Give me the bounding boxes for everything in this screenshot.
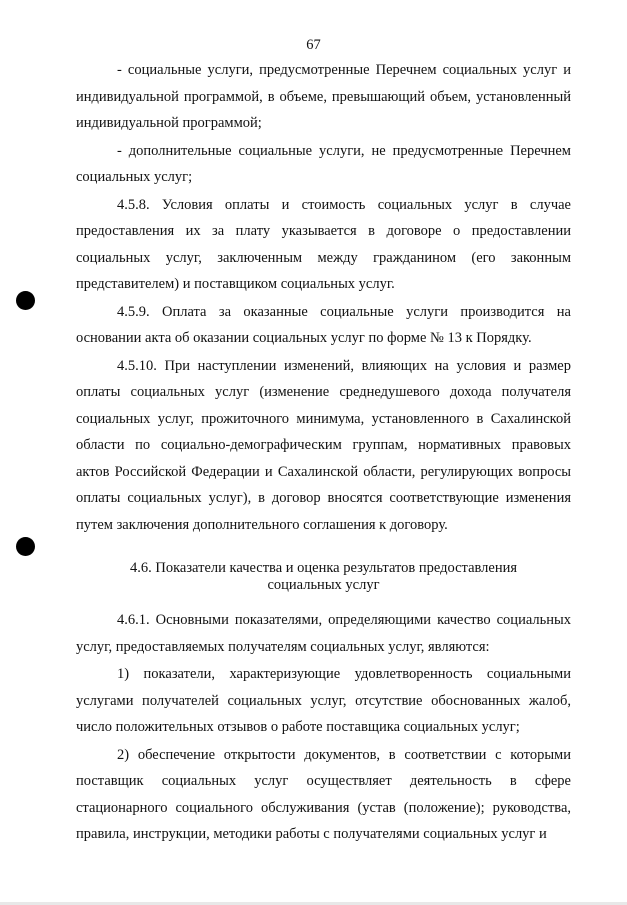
section-heading-line: социальных услуг xyxy=(267,576,380,593)
punch-hole-mark xyxy=(16,291,35,310)
clause-paragraph: 4.5.9. Оплата за оказанные социальные услуги производится на основании акта об оказании социальных услуг по форме № 13 к Порядку. xyxy=(76,303,571,346)
section-heading xyxy=(76,560,571,593)
list-item-bullet: - социальные услуги, предусмотренные Перечнем социальных услуг и индивидуальной программой, в объеме, превышающий объем, установленный индивидуальной программой; xyxy=(76,62,571,131)
document-body xyxy=(76,57,571,848)
clause-paragraph: 4.5.10. При наступлении изменений, влияющих на условия и размер оплаты социальных услуг (изменение среднедушевого дохода получателя социальных услуг, прожиточного минимума, установленного в Сахалинской области по социально-демографическим группам, нормативных правовых актов Российской Федерации и Сахалинской области, регулирующих вопросы оплаты социальных услуг), в договор вносятся соответствующие изменения путем заключения дополнительного соглашения к договору. xyxy=(76,357,571,533)
punch-hole-mark xyxy=(16,537,35,556)
page-number: 67 xyxy=(306,37,321,53)
list-item-numbered: 2) обеспечение открытости документов, в соответствии с которыми поставщик социальных услуг осуществляет деятельность в сфере стационарного социального обслуживания (устав (положение); руководства, правила, инструкции, методики работы с получателями социальных услуг и xyxy=(76,746,571,842)
clause-paragraph: 4.6.1. Основными показателями, определяющими качество социальных услуг, предоставляемых получателям социальных услуг, являются: xyxy=(76,612,571,655)
list-item-bullet: - дополнительные социальные услуги, не предусмотренные Перечнем социальных услуг; xyxy=(76,142,571,185)
section-heading-line: 4.6. Показатели качества и оценка результатов предоставления xyxy=(129,560,518,576)
clause-paragraph: 4.5.8. Условия оплаты и стоимость социальных услуг в случае предоставления их за плату указывается в договоре о предоставлении социальных услуг, заключенным между гражданином (его законным представителем) и поставщиком социальных услуг. xyxy=(76,196,571,292)
list-item-numbered: 1) показатели, характеризующие удовлетворенность социальными услугами получателей социальных услуг, отсутствие обоснованных жалоб, число положительных отзывов о работе поставщика социальных услуг; xyxy=(76,666,571,735)
